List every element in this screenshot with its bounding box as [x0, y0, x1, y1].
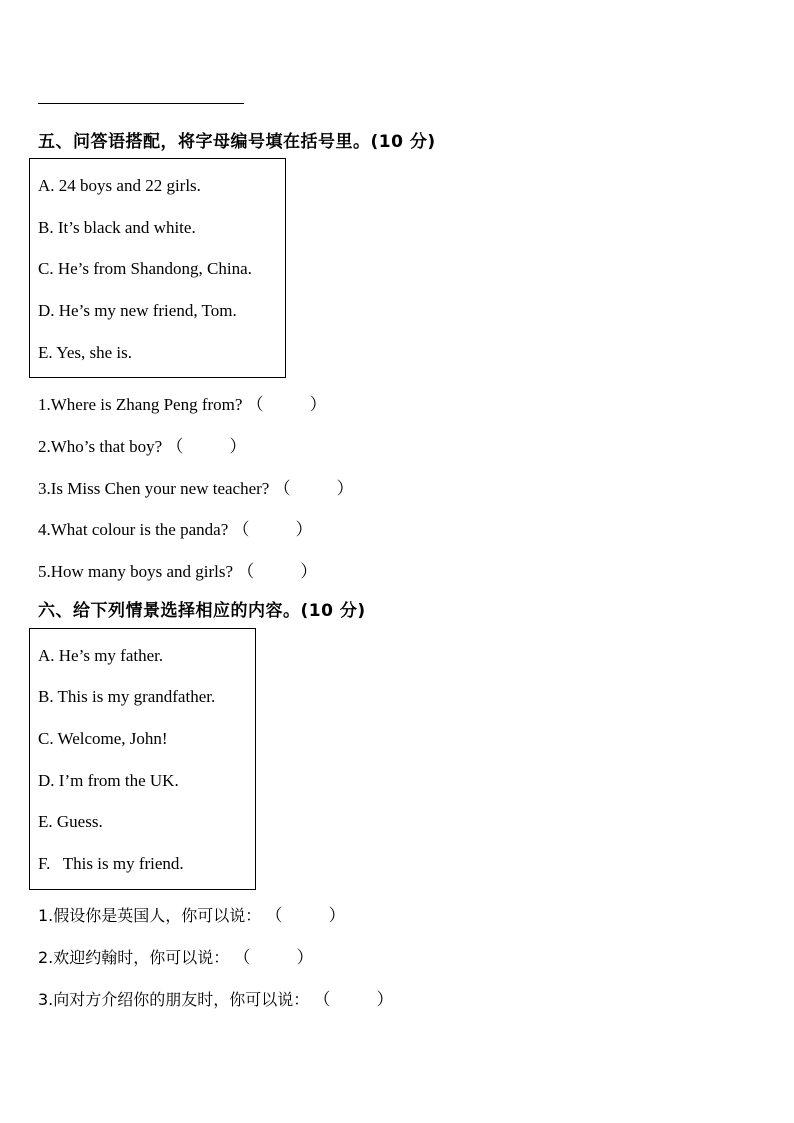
s5-question-5-text: 5.How many boys and girls?	[38, 562, 234, 581]
s5-question-3	[38, 474, 354, 499]
s5-answer-blank-3[interactable]: （ ）	[273, 479, 354, 498]
s5-answer-blank-5[interactable]: （ ）	[237, 562, 318, 581]
s5-option-a: A. 24 boys and 22 girls.	[38, 176, 201, 195]
s5-question-5	[38, 557, 317, 582]
s5-question-2	[38, 432, 246, 457]
s6-answer-blank-2[interactable]: （ ）	[233, 948, 314, 967]
s6-question-1	[38, 901, 346, 926]
s6-option-c: C. Welcome, John!	[38, 729, 168, 748]
s5-answer-blank-1[interactable]: （ ）	[246, 395, 327, 414]
s6-option-e: E. Guess.	[38, 812, 103, 831]
s6-answer-blank-1[interactable]: （ ）	[265, 906, 346, 925]
s6-option-b: B. This is my grandfather.	[38, 687, 216, 706]
s5-option-b: B. It’s black and white.	[38, 218, 196, 237]
s5-option-e: E. Yes, she is.	[38, 343, 132, 362]
s6-option-a: A. He’s my father.	[38, 646, 164, 665]
s5-answer-blank-4[interactable]: （ ）	[232, 520, 313, 539]
s6-question-1-text: 1.假设你是英国人，你可以说：	[38, 906, 262, 925]
s5-option-d: D. He’s my new friend, Tom.	[38, 301, 237, 320]
s5-question-2-text: 2.Who’s that boy?	[38, 437, 163, 456]
s5-question-4	[38, 515, 313, 540]
s5-question-3-text: 3.Is Miss Chen your new teacher?	[38, 479, 270, 498]
s5-option-c: C. He’s from Shandong, China.	[38, 259, 252, 278]
s6-question-2	[38, 943, 314, 968]
s6-option-f: F. This is my friend.	[38, 854, 184, 873]
s6-question-3-text: 3.向对方介绍你的朋友时，你可以说：	[38, 990, 310, 1009]
s5-answer-blank-2[interactable]: （ ）	[166, 437, 247, 456]
section-6-options-box	[29, 628, 256, 890]
s5-question-1-text: 1.Where is Zhang Peng from?	[38, 395, 243, 414]
s6-question-2-text: 2.欢迎约翰时，你可以说：	[38, 948, 230, 967]
section-6-heading: 六、给下列情景选择相应的内容。(10 分)	[38, 601, 366, 621]
s5-question-4-text: 4.What colour is the panda?	[38, 520, 229, 539]
s6-option-d: D. I’m from the UK.	[38, 771, 179, 790]
top-divider-line	[38, 103, 244, 104]
s6-question-3	[38, 985, 394, 1010]
section-5-heading: 五、问答语搭配，将字母编号填在括号里。(10 分)	[38, 132, 436, 152]
s5-question-1	[38, 390, 327, 415]
s6-answer-blank-3[interactable]: （ ）	[313, 990, 394, 1009]
